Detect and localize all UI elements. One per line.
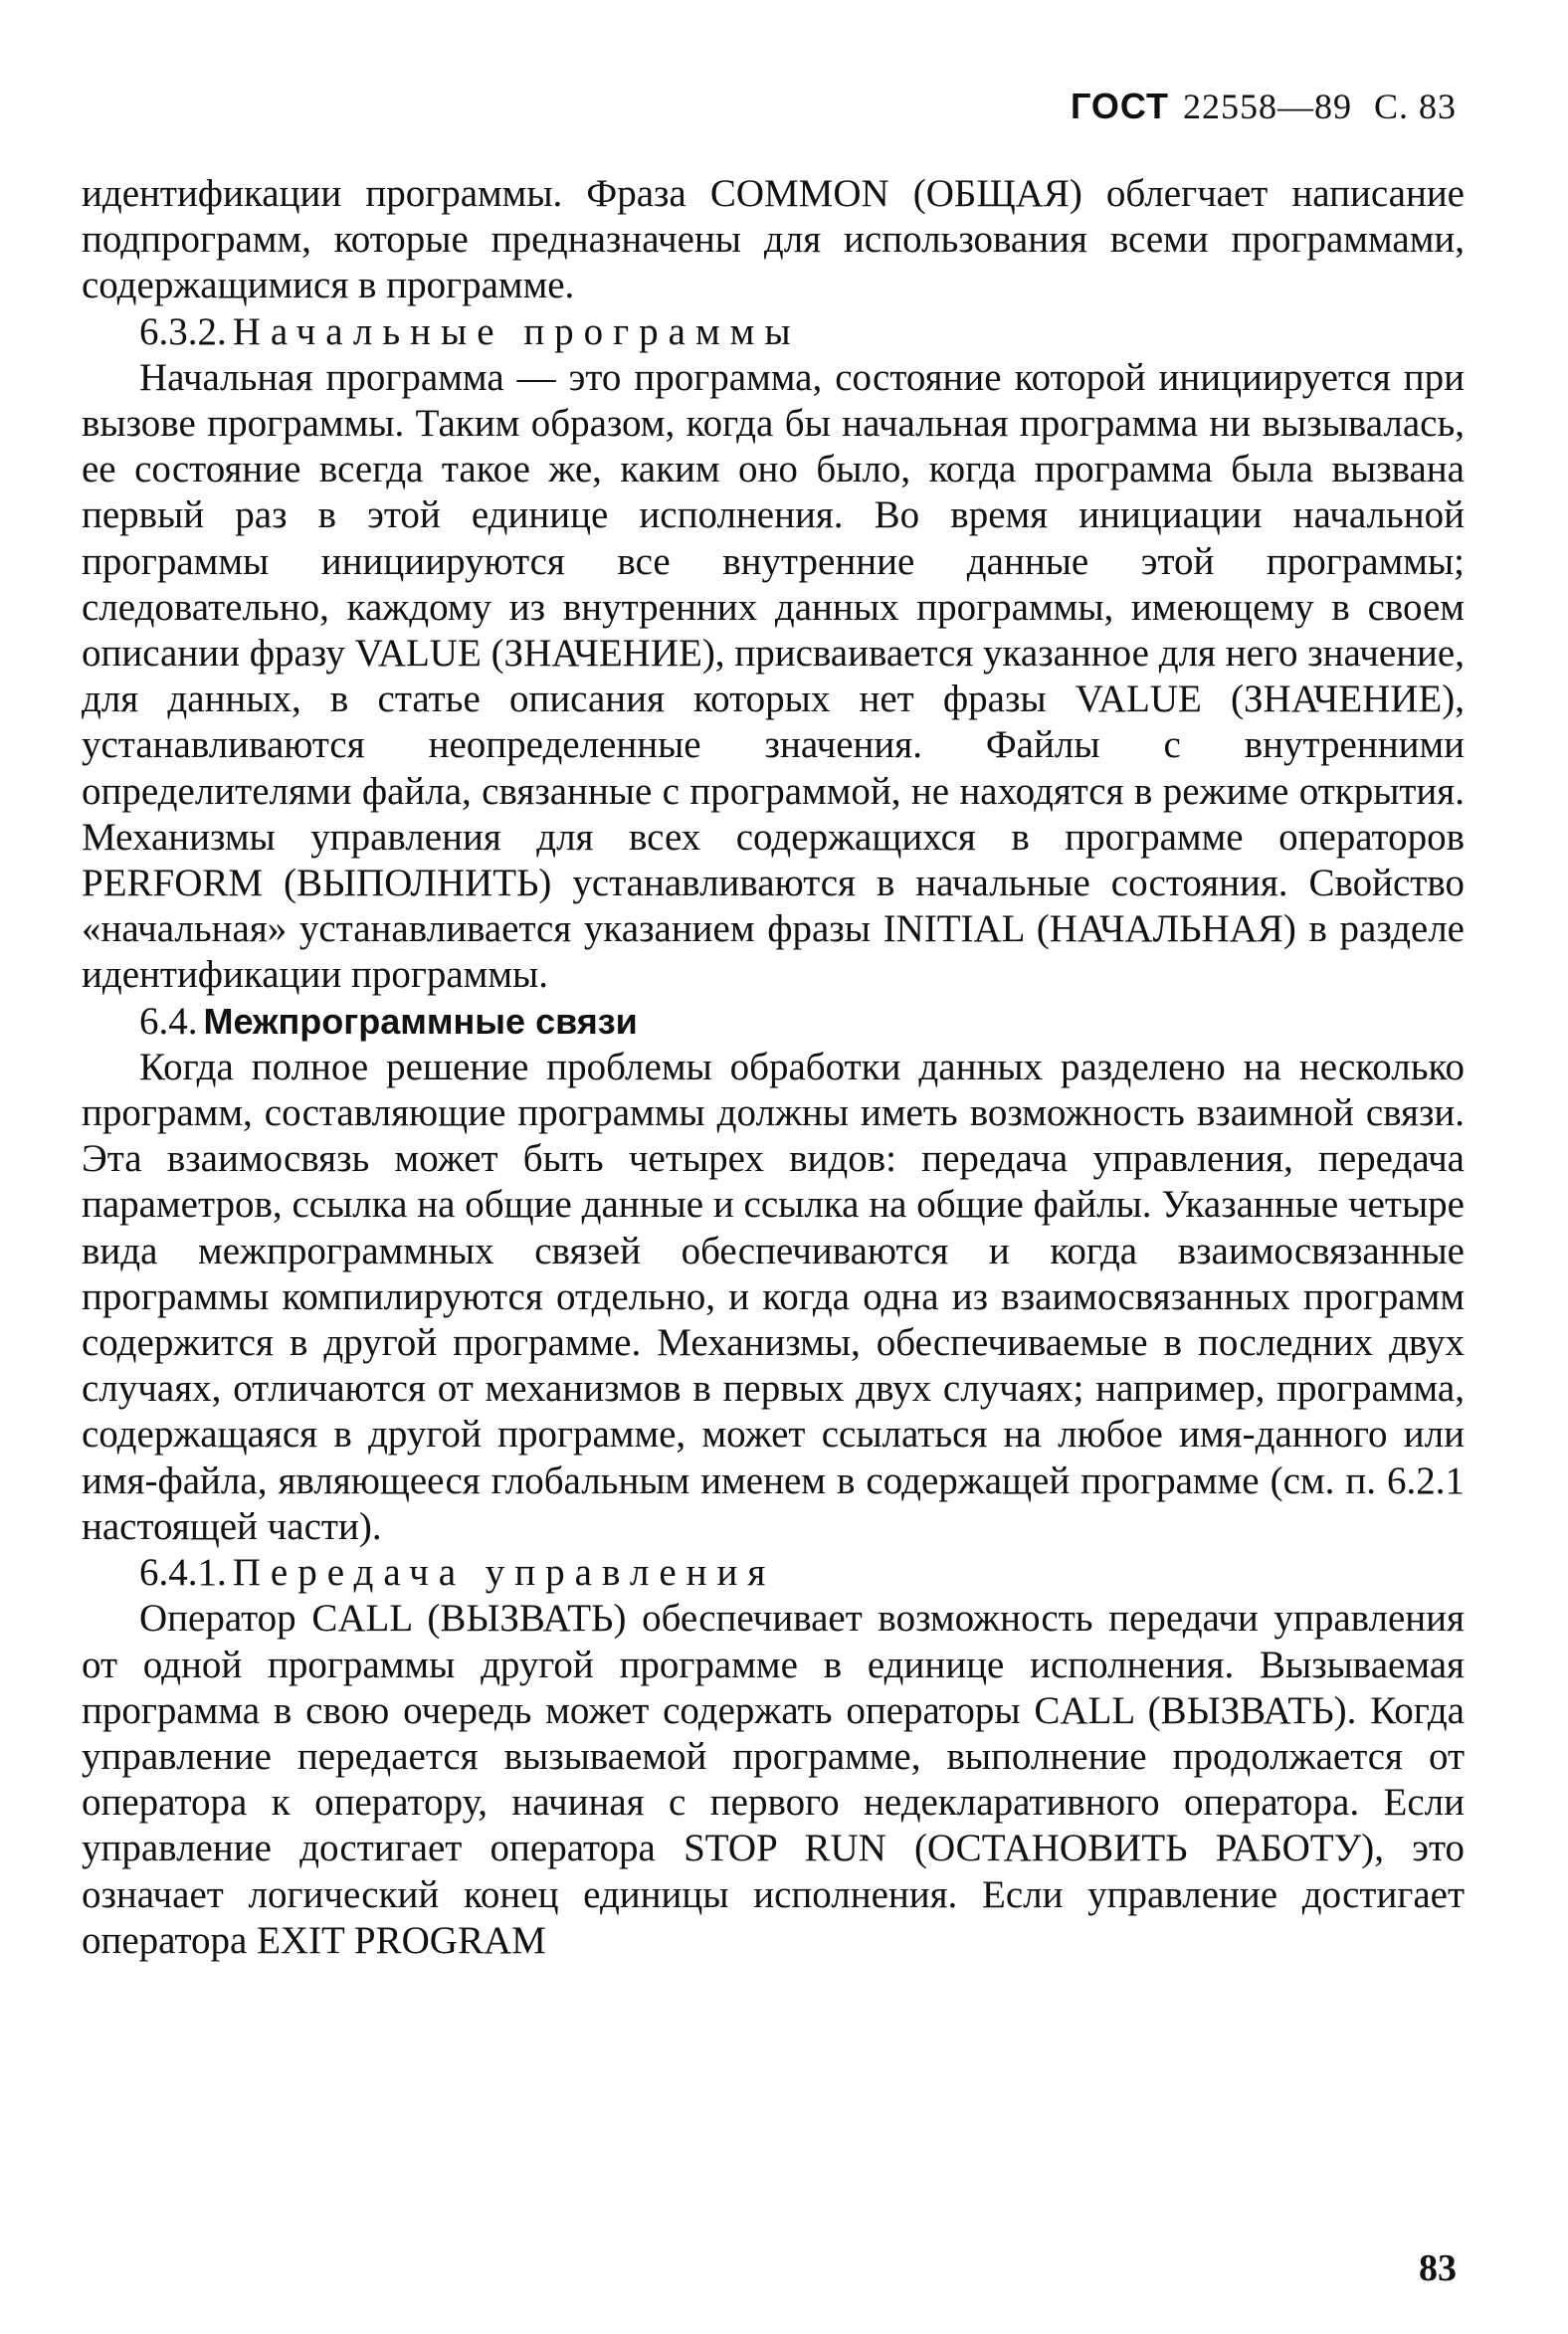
paragraph-6-3-2: Начальная программа — это программа, состояние которой инициируется при вызове программы. Таким образом, когда бы начальная программа ни вызывалась, ее состояние всегда такое же, каким оно было, когда программа была вызвана первый раз в этой единице исполнения. Во время инициации начальной программы инициируются все внутренние данные этой программы; следовательно, каждому из внутренних данных программы, имеющему в своем описании фразу VALUE (ЗНАЧЕНИЕ), присваивается указанное для него значение, для данных, в статье описания которых нет фразы VALUE (ЗНАЧЕНИЕ), устанавливаются неопределенные значения. Файлы с внутренними определителями файла, связанные с программой, не находятся в режиме открытия. Механизмы управления для всех содержащихся в программе операторов PERFORM (ВЫПОЛНИТЬ) устанавливаются в начальные состояния. Свойство «начальная» устанавливается указанием фразы INITIAL (НАЧАЛЬНАЯ) в разделе идентификации программы.	[82, 355, 1465, 997]
section-number: 6.4.	[139, 999, 198, 1043]
section-heading-6-4-1	[82, 1550, 1465, 1596]
page-number: 83	[1419, 2247, 1457, 2289]
paragraph-6-4: Когда полное решение проблемы обработки данных разделено на несколько программ, составляющие программы должны иметь возможность взаимной связи. Эта взаимосвязь может быть четырех видов: передача управления, передача параметров, ссылка на общие данные и ссылка на общие файлы. Указанные четыре вида межпрограммных связей обеспечиваются и когда взаимосвязанные программы компилируются отдельно, и когда одна из взаимосвязанных программ содержится в другой программе. Механизмы, обеспечиваемые в последних двух случаях, отличаются от механизмов в первых двух случаях; например, программа, содержащаяся в другой программе, может ссылаться на любое имя-данного или имя-файла, являющееся глобальным именем в содержащей программе (см. п. 6.2.1 настоящей части).	[82, 1045, 1465, 1548]
page-header	[1071, 86, 1457, 127]
header-standard-number: 22558—89	[1182, 87, 1352, 126]
body-text	[82, 171, 1465, 1964]
section-number: 6.4.1.	[139, 1551, 227, 1595]
section-heading-6-4	[82, 999, 1465, 1045]
section-number: 6.3.2.	[139, 309, 227, 353]
section-title: Межпрограммные связи	[203, 1000, 638, 1042]
header-page-ref: С. 83	[1373, 87, 1457, 126]
section-heading-6-3-2	[82, 309, 1465, 355]
header-gost: ГОСТ	[1070, 86, 1169, 126]
paragraph-intro: идентификации программы. Фраза COMMON (ОБЩАЯ) облегчает написание подпрограмм, которые предназначены для использования всеми программами, содержащимися в программе.	[82, 172, 1465, 307]
section-title: Начальные программы	[232, 309, 801, 353]
paragraph-6-4-1: Оператор CALL (ВЫЗВАТЬ) обеспечивает возможность передачи управления от одной программы другой программе в единице исполнения. Вызываемая программа в свою очередь может содержать операторы CALL (ВЫЗВАТЬ). Когда управление передается вызываемой программе, выполнение продолжается от оператора к оператору, начиная с первого недекларативного оператора. Если управление достигает оператора STOP RUN (ОСТАНОВИТЬ РАБОТУ), это означает логический конец единицы исполнения. Если управление достигает оператора EXIT PROGRAM	[82, 1597, 1465, 1962]
section-title: Передача управления	[232, 1551, 776, 1595]
